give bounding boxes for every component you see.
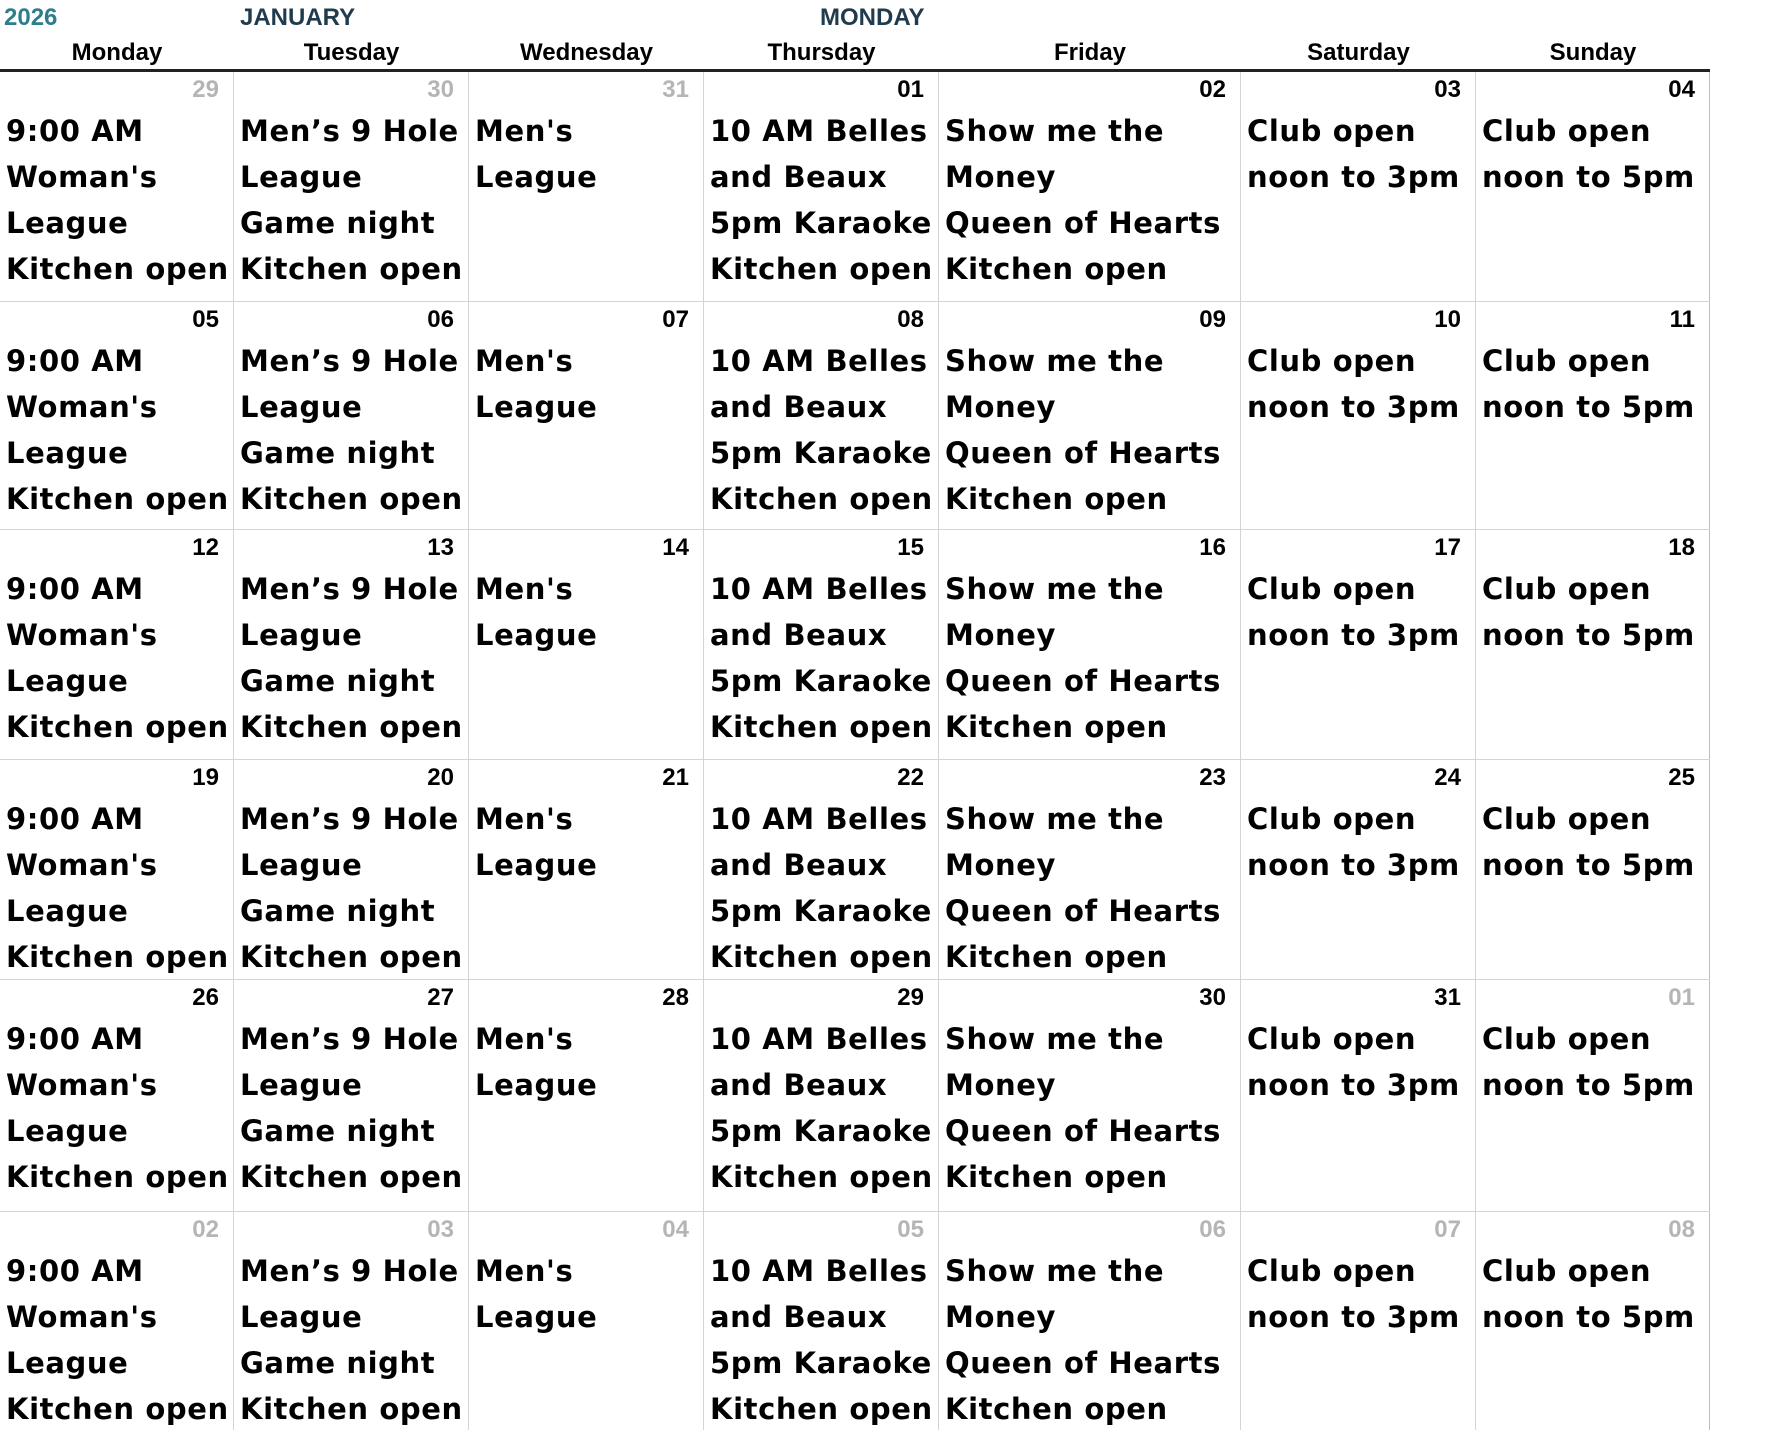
day-events [240, 1016, 468, 1200]
event-text-line: Money [945, 618, 1056, 652]
day-number: 03 [427, 1216, 454, 1243]
event-text-line: 10 AM Belles [710, 1022, 928, 1056]
day-number: 05 [897, 1216, 924, 1243]
day-number: 31 [662, 76, 689, 103]
event-text-line: Woman's [6, 618, 158, 652]
calendar-grid [0, 72, 1710, 1437]
day-number: 29 [897, 984, 924, 1011]
event-text-line: noon to 3pm [1247, 618, 1460, 652]
event-text-line: Club open [1247, 802, 1417, 836]
event-text-line: 9:00 AM [6, 114, 144, 148]
day-cell-thursday[interactable] [704, 760, 939, 979]
day-events [1247, 796, 1475, 888]
day-cell-thursday[interactable] [704, 980, 939, 1211]
event-text-line: 5pm Karaoke [710, 664, 932, 698]
day-number: 08 [897, 306, 924, 333]
day-events [945, 108, 1240, 292]
day-cell-sunday[interactable] [1476, 980, 1710, 1211]
day-events [1482, 1248, 1709, 1340]
day-cell-tuesday[interactable] [234, 980, 469, 1211]
event-text-line: League [240, 390, 363, 424]
day-events [710, 108, 938, 292]
event-text-line: Kitchen open [6, 1160, 229, 1194]
day-cell-friday[interactable] [939, 1212, 1241, 1430]
event-text-line: League [240, 848, 363, 882]
day-number: 28 [662, 984, 689, 1011]
event-text-line: noon to 5pm [1482, 1068, 1695, 1102]
day-events [6, 796, 233, 979]
event-text-line: Kitchen open [6, 482, 229, 516]
day-cell-sunday[interactable] [1476, 72, 1710, 301]
day-events [1482, 338, 1709, 430]
day-cell-friday[interactable] [939, 302, 1241, 529]
event-text-line: Show me the [945, 802, 1165, 836]
event-text-line: Men's [475, 344, 574, 378]
day-number: 07 [662, 306, 689, 333]
event-text-line: Club open [1482, 572, 1652, 606]
event-text-line: Club open [1482, 1254, 1652, 1288]
event-text-line: League [6, 1114, 129, 1148]
weekday-header-thursday: Thursday [767, 39, 876, 66]
event-text-line: and Beaux [710, 1300, 888, 1334]
day-cell-saturday[interactable] [1241, 302, 1476, 529]
event-text-line: League [6, 436, 129, 470]
day-cell-tuesday[interactable] [234, 530, 469, 759]
day-cell-friday[interactable] [939, 530, 1241, 759]
event-text-line: Kitchen open [6, 940, 229, 974]
day-cell-saturday[interactable] [1241, 72, 1476, 301]
day-number: 25 [1668, 764, 1695, 791]
event-text-line: Club open [1482, 344, 1652, 378]
day-number: 26 [192, 984, 219, 1011]
day-number: 30 [1199, 984, 1226, 1011]
day-cell-wednesday[interactable] [469, 1212, 704, 1430]
event-text-line: Woman's [6, 390, 158, 424]
day-events [710, 1248, 938, 1430]
day-number: 23 [1199, 764, 1226, 791]
day-cell-monday[interactable] [0, 980, 234, 1211]
day-cell-saturday[interactable] [1241, 980, 1476, 1211]
event-text-line: Men’s 9 Hole [240, 114, 459, 148]
day-events [475, 338, 703, 430]
day-events [475, 108, 703, 200]
event-text-line: Show me the [945, 114, 1165, 148]
day-events [1482, 796, 1709, 888]
event-text-line: 9:00 AM [6, 1022, 144, 1056]
event-text-line: Kitchen open [945, 1392, 1168, 1426]
event-text-line: League [475, 1068, 598, 1102]
event-text-line: 10 AM Belles [710, 802, 928, 836]
day-cell-monday[interactable] [0, 760, 234, 979]
day-events [710, 338, 938, 522]
event-text-line: League [475, 618, 598, 652]
event-text-line: Kitchen open [710, 482, 933, 516]
event-text-line: Kitchen open [6, 1392, 229, 1426]
event-text-line: Show me the [945, 572, 1165, 606]
event-text-line: Money [945, 848, 1056, 882]
event-text-line: Woman's [6, 1300, 158, 1334]
day-events [945, 566, 1240, 750]
event-text-line: and Beaux [710, 160, 888, 194]
event-text-line: Kitchen open [6, 710, 229, 744]
event-text-line: Men's [475, 114, 574, 148]
event-text-line: noon to 3pm [1247, 1068, 1460, 1102]
event-text-line: Kitchen open [240, 1392, 463, 1426]
event-text-line: Club open [1247, 344, 1417, 378]
day-number: 01 [897, 76, 924, 103]
event-text-line: Queen of Hearts [945, 1114, 1221, 1148]
event-text-line: Queen of Hearts [945, 436, 1221, 470]
day-number: 10 [1434, 306, 1461, 333]
day-cell-wednesday[interactable] [469, 980, 704, 1211]
week-start-day: MONDAY [820, 4, 925, 31]
event-text-line: League [6, 206, 129, 240]
calendar-week-row [0, 72, 1710, 302]
day-events [6, 1016, 233, 1200]
day-number: 12 [192, 534, 219, 561]
event-text-line: League [6, 1346, 129, 1380]
event-text-line: and Beaux [710, 1068, 888, 1102]
calendar-month: JANUARY [240, 4, 356, 31]
day-events [240, 1248, 468, 1430]
day-events [240, 108, 468, 292]
calendar-week-row [0, 1212, 1710, 1430]
day-cell-saturday[interactable] [1241, 530, 1476, 759]
event-text-line: 10 AM Belles [710, 344, 928, 378]
day-cell-wednesday[interactable] [469, 530, 704, 759]
event-text-line: Kitchen open [710, 710, 933, 744]
weekday-header-friday: Friday [1053, 39, 1127, 66]
event-text-line: Kitchen open [710, 1392, 933, 1426]
event-text-line: League [240, 160, 363, 194]
day-events [6, 338, 233, 522]
event-text-line: 10 AM Belles [710, 1254, 928, 1288]
event-text-line: 10 AM Belles [710, 114, 928, 148]
event-text-line: 9:00 AM [6, 572, 144, 606]
event-text-line: noon to 3pm [1247, 1300, 1460, 1334]
day-cell-tuesday[interactable] [234, 1212, 469, 1430]
event-text-line: Club open [1482, 802, 1652, 836]
day-events [1482, 566, 1709, 658]
weekday-header-sunday: Sunday [1549, 39, 1637, 66]
day-cell-tuesday[interactable] [234, 72, 469, 301]
event-text-line: Men's [475, 802, 574, 836]
day-number: 17 [1434, 534, 1461, 561]
day-events [1247, 338, 1475, 430]
day-number: 13 [427, 534, 454, 561]
day-events [240, 338, 468, 522]
calendar-week-row [0, 302, 1710, 530]
event-text-line: League [240, 618, 363, 652]
event-text-line: Woman's [6, 160, 158, 194]
day-number: 03 [1434, 76, 1461, 103]
day-number: 01 [1668, 984, 1695, 1011]
day-cell-friday[interactable] [939, 760, 1241, 979]
event-text-line: Kitchen open [710, 940, 933, 974]
day-number: 02 [192, 1216, 219, 1243]
day-cell-sunday[interactable] [1476, 760, 1710, 979]
day-cell-tuesday[interactable] [234, 760, 469, 979]
day-number: 16 [1199, 534, 1226, 561]
day-events [1247, 566, 1475, 658]
event-text-line: Club open [1247, 114, 1417, 148]
day-number: 21 [662, 764, 689, 791]
event-text-line: Kitchen open [945, 940, 1168, 974]
event-text-line: League [240, 1068, 363, 1102]
event-text-line: Kitchen open [240, 252, 463, 286]
event-text-line: Men's [475, 1022, 574, 1056]
event-text-line: 5pm Karaoke [710, 1346, 932, 1380]
event-text-line: League [6, 894, 129, 928]
event-text-line: Men’s 9 Hole [240, 1022, 459, 1056]
event-text-line: Kitchen open [240, 1160, 463, 1194]
event-text-line: noon to 3pm [1247, 160, 1460, 194]
event-text-line: League [475, 848, 598, 882]
calendar-week-row [0, 530, 1710, 760]
day-number: 27 [427, 984, 454, 1011]
event-text-line: 9:00 AM [6, 802, 144, 836]
weekday-header-wednesday: Wednesday [520, 39, 653, 66]
event-text-line: Money [945, 1300, 1056, 1334]
day-number: 09 [1199, 306, 1226, 333]
event-text-line: Men's [475, 572, 574, 606]
weekday-header-tuesday: Tuesday [303, 39, 400, 66]
day-number: 30 [427, 76, 454, 103]
event-text-line: League [6, 664, 129, 698]
day-events [475, 796, 703, 888]
day-cell-sunday[interactable] [1476, 1212, 1710, 1430]
calendar-week-row [0, 760, 1710, 980]
weekday-header-saturday: Saturday [1307, 39, 1410, 66]
event-text-line: 5pm Karaoke [710, 1114, 932, 1148]
day-number: 05 [192, 306, 219, 333]
day-number: 02 [1199, 76, 1226, 103]
day-cell-saturday[interactable] [1241, 1212, 1476, 1430]
day-cell-thursday[interactable] [704, 1212, 939, 1430]
event-text-line: Men’s 9 Hole [240, 344, 459, 378]
day-cell-tuesday[interactable] [234, 302, 469, 529]
event-text-line: Money [945, 160, 1056, 194]
event-text-line: Show me the [945, 1254, 1165, 1288]
event-text-line: Game night [240, 436, 436, 470]
day-cell-thursday[interactable] [704, 530, 939, 759]
day-number: 06 [427, 306, 454, 333]
event-text-line: Kitchen open [240, 710, 463, 744]
event-text-line: Club open [1482, 114, 1652, 148]
day-cell-monday[interactable] [0, 530, 234, 759]
day-number: 18 [1668, 534, 1695, 561]
event-text-line: Queen of Hearts [945, 894, 1221, 928]
event-text-line: Show me the [945, 344, 1165, 378]
day-number: 24 [1434, 764, 1461, 791]
event-text-line: Club open [1482, 1022, 1652, 1056]
event-text-line: 9:00 AM [6, 1254, 144, 1288]
event-text-line: 5pm Karaoke [710, 206, 932, 240]
day-cell-sunday[interactable] [1476, 530, 1710, 759]
event-text-line: Kitchen open [710, 252, 933, 286]
event-text-line: Men’s 9 Hole [240, 802, 459, 836]
day-cell-wednesday[interactable] [469, 72, 704, 301]
day-cell-thursday[interactable] [704, 302, 939, 529]
day-events [945, 1248, 1240, 1430]
event-text-line: noon to 5pm [1482, 1300, 1695, 1334]
event-text-line: Club open [1247, 1254, 1417, 1288]
day-events [6, 566, 233, 750]
event-text-line: Kitchen open [240, 940, 463, 974]
event-text-line: Men’s 9 Hole [240, 572, 459, 606]
event-text-line: Club open [1247, 572, 1417, 606]
event-text-line: League [475, 160, 598, 194]
day-cell-monday[interactable] [0, 1212, 234, 1430]
event-text-line: Kitchen open [240, 482, 463, 516]
day-events [475, 1248, 703, 1340]
day-events [6, 108, 233, 292]
day-number: 07 [1434, 1216, 1461, 1243]
day-number: 29 [192, 76, 219, 103]
event-text-line: and Beaux [710, 618, 888, 652]
event-text-line: Men’s 9 Hole [240, 1254, 459, 1288]
day-number: 20 [427, 764, 454, 791]
event-text-line: 9:00 AM [6, 344, 144, 378]
day-number: 31 [1434, 984, 1461, 1011]
day-cell-saturday[interactable] [1241, 760, 1476, 979]
day-number: 04 [1668, 76, 1695, 103]
day-cell-thursday[interactable] [704, 72, 939, 301]
event-text-line: Game night [240, 1114, 436, 1148]
event-text-line: noon to 5pm [1482, 390, 1695, 424]
calendar-year: 2026 [4, 4, 58, 31]
event-text-line: Kitchen open [945, 252, 1168, 286]
event-text-line: Show me the [945, 1022, 1165, 1056]
day-number: 11 [1669, 306, 1695, 333]
day-events [710, 1016, 938, 1200]
event-text-line: noon to 3pm [1247, 848, 1460, 882]
weekday-header-row [0, 36, 1710, 72]
event-text-line: Men's [475, 1254, 574, 1288]
event-text-line: Game night [240, 894, 436, 928]
event-text-line: Money [945, 390, 1056, 424]
day-events [1482, 1016, 1709, 1108]
event-text-line: League [240, 1300, 363, 1334]
event-text-line: Woman's [6, 1068, 158, 1102]
event-text-line: Kitchen open [945, 710, 1168, 744]
event-text-line: Kitchen open [945, 482, 1168, 516]
day-cell-monday[interactable] [0, 72, 234, 301]
event-text-line: Money [945, 1068, 1056, 1102]
day-events [945, 796, 1240, 979]
event-text-line: 5pm Karaoke [710, 436, 932, 470]
event-text-line: noon to 5pm [1482, 160, 1695, 194]
event-text-line: Kitchen open [710, 1160, 933, 1194]
event-text-line: 5pm Karaoke [710, 894, 932, 928]
day-events [475, 1016, 703, 1108]
event-text-line: Game night [240, 206, 436, 240]
day-events [1482, 108, 1709, 200]
day-number: 22 [897, 764, 924, 791]
event-text-line: League [475, 1300, 598, 1334]
event-text-line: League [475, 390, 598, 424]
day-events [1247, 1248, 1475, 1340]
day-cell-monday[interactable] [0, 302, 234, 529]
event-text-line: Queen of Hearts [945, 1346, 1221, 1380]
day-number: 08 [1668, 1216, 1695, 1243]
day-cell-wednesday[interactable] [469, 302, 704, 529]
calendar-title-row [0, 0, 1710, 34]
day-events [710, 796, 938, 979]
event-text-line: Club open [1247, 1022, 1417, 1056]
event-text-line: Game night [240, 1346, 436, 1380]
day-events [945, 1016, 1240, 1200]
day-events [710, 566, 938, 750]
day-number: 06 [1199, 1216, 1226, 1243]
event-text-line: Kitchen open [6, 252, 229, 286]
event-text-line: Queen of Hearts [945, 206, 1221, 240]
event-text-line: and Beaux [710, 390, 888, 424]
event-text-line: Game night [240, 664, 436, 698]
day-number: 19 [192, 764, 219, 791]
day-events [6, 1248, 233, 1430]
calendar-week-row [0, 980, 1710, 1212]
event-text-line: Woman's [6, 848, 158, 882]
event-text-line: 10 AM Belles [710, 572, 928, 606]
event-text-line: noon to 5pm [1482, 848, 1695, 882]
day-events [240, 566, 468, 750]
day-number: 15 [897, 534, 924, 561]
day-number: 04 [662, 1216, 689, 1243]
event-text-line: Queen of Hearts [945, 664, 1221, 698]
weekday-header-monday: Monday [71, 39, 163, 66]
day-number: 14 [662, 534, 689, 561]
day-cell-friday[interactable] [939, 980, 1241, 1211]
day-cell-sunday[interactable] [1476, 302, 1710, 529]
event-text-line: and Beaux [710, 848, 888, 882]
day-events [1247, 1016, 1475, 1108]
day-cell-friday[interactable] [939, 72, 1241, 301]
day-events [1247, 108, 1475, 200]
event-text-line: noon to 5pm [1482, 618, 1695, 652]
event-text-line: Kitchen open [945, 1160, 1168, 1194]
event-text-line: noon to 3pm [1247, 390, 1460, 424]
day-events [475, 566, 703, 658]
day-events [945, 338, 1240, 522]
day-cell-wednesday[interactable] [469, 760, 704, 979]
day-events [240, 796, 468, 979]
